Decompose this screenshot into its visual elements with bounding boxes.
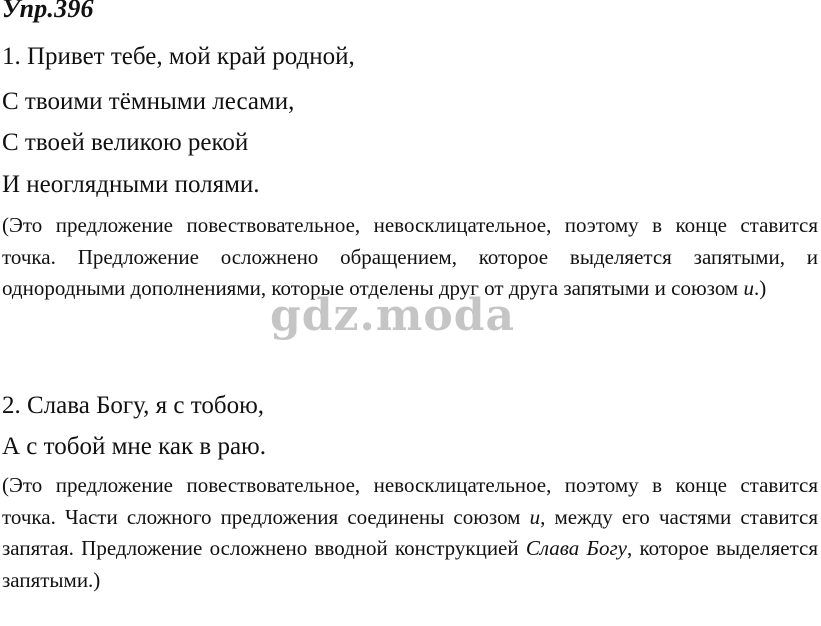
verse-line-2-2: А с тобой мне как в раю.: [2, 433, 266, 460]
explanation-1-text: (Это предложение повествовательное, невосклицательное, поэтому в конце ставится точка. Предложение осложнено обращением, которое выделяется запятыми, и однородными дополнениями, которые отделены друг от друга запятыми и союзом: [2, 213, 818, 300]
exercise-title: Упр.396: [2, 0, 94, 23]
explanation-2-text: (Это предложение повествовательное, невосклицательное, поэтому в конце ставится точка. Части сложного предложения соединены союзом: [2, 473, 818, 529]
verse-line-1-4: И неоглядными полями.: [2, 171, 260, 198]
site-watermark: gdz.moda: [270, 290, 516, 341]
explanation-2-middle: , между его частями ставится запятая. Предложение осложнено вводной конструкцией: [2, 504, 818, 560]
explanation-2-italic-phrase: Слава Богу: [525, 536, 627, 560]
explanation-1-italic: и: [743, 276, 754, 300]
verse-line-1-1: 1. Привет тебе, мой край родной,: [2, 43, 355, 70]
verse-line-2-1: 2. Слава Богу, я с тобою,: [2, 392, 265, 419]
verse-line-1-3: С твоей великою рекой: [2, 129, 249, 156]
explanation-1-end: .): [753, 276, 767, 300]
explanation-2: [2, 470, 818, 596]
explanation-2-end: , которое выделяется запятыми.): [2, 536, 818, 592]
verse-line-1-2: С твоими тёмными лесами,: [2, 88, 295, 115]
explanation-2-italic-conj: и: [529, 504, 541, 529]
